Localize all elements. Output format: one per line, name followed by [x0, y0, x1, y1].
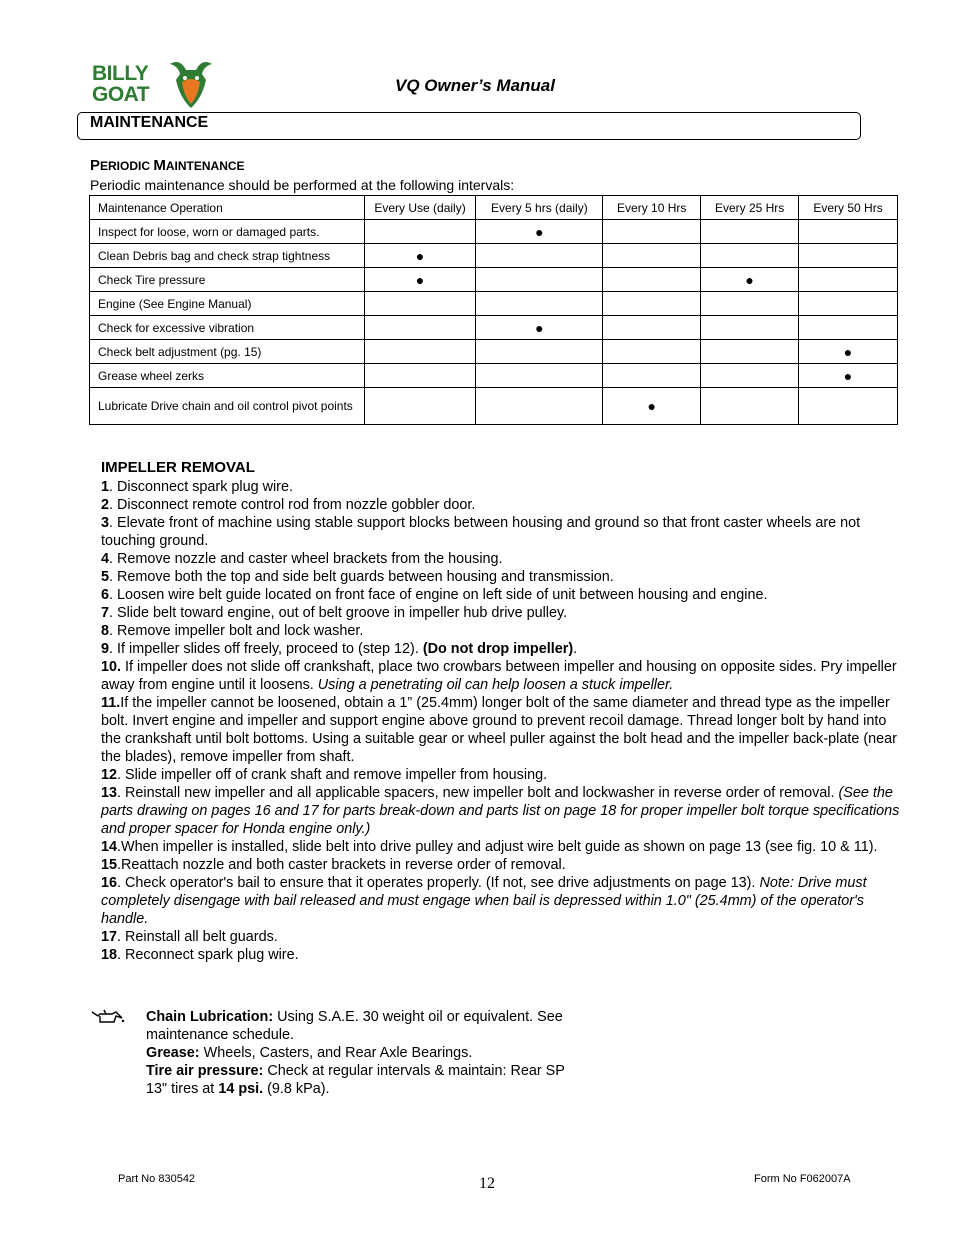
- interval-cell: [603, 244, 701, 268]
- table-row: [90, 316, 898, 340]
- step-item: 9. If impeller slides off freely, proceed to (step 12). (Do not drop impeller).: [101, 641, 578, 657]
- col-header-every-10hrs: Every 10 Hrs: [603, 196, 701, 220]
- step-item: 12. Slide impeller off of crank shaft and remove impeller from housing.: [101, 767, 548, 783]
- step-item: 18. Reconnect spark plug wire.: [101, 947, 299, 963]
- step-item: 14.When impeller is installed, slide belt into drive pulley and adjust wire belt guide as shown on page 13 (see fig. 10 & 11).: [101, 839, 878, 855]
- impeller-removal-heading: IMPELLER REMOVAL: [101, 459, 255, 476]
- interval-cell: [799, 220, 898, 244]
- operation-cell: Engine (See Engine Manual): [90, 292, 365, 316]
- step-item: 13. Reinstall new impeller and all applicable spacers, new impeller bolt and lockwasher in reverse order of removal. (See the parts drawing on pages 16 and 17 for parts break-down and parts list on page 18 for proper impeller bolt torque specifications and proper spacer for Honda engine only.): [101, 785, 900, 837]
- operation-cell: Check belt adjustment (pg. 15): [90, 340, 365, 364]
- interval-cell: [364, 388, 476, 425]
- interval-cell: ●: [701, 268, 799, 292]
- interval-cell: [476, 364, 603, 388]
- periodic-maintenance-heading: PERIODIC MAINTENANCE: [90, 157, 245, 174]
- interval-cell: [701, 220, 799, 244]
- interval-cell: [476, 292, 603, 316]
- operation-cell: Check Tire pressure: [90, 268, 365, 292]
- interval-cell: [603, 292, 701, 316]
- logo-line2: GOAT: [92, 83, 150, 106]
- interval-cell: ●: [799, 364, 898, 388]
- table-row: [90, 244, 898, 268]
- tire-pressure-note: Tire air pressure: Check at regular intervals & maintain: Rear SP 13" tires at 14 psi. (9.8 kPa).: [146, 1063, 565, 1097]
- periodic-intro: Periodic maintenance should be performed at the following intervals:: [90, 177, 515, 193]
- interval-cell: [364, 364, 476, 388]
- form-number: Form No F062007A: [754, 1173, 851, 1185]
- interval-cell: [603, 220, 701, 244]
- impeller-steps: [101, 478, 909, 964]
- col-header-operation: Maintenance Operation: [90, 196, 365, 220]
- step-item: 6. Loosen wire belt guide located on front face of engine on left side of unit between housing and engine.: [101, 587, 768, 603]
- section-title: MAINTENANCE: [90, 114, 209, 131]
- interval-cell: [799, 268, 898, 292]
- goat-head-icon: [166, 58, 216, 110]
- interval-cell: [701, 292, 799, 316]
- table-row: [90, 340, 898, 364]
- interval-cell: [364, 220, 476, 244]
- interval-cell: [701, 244, 799, 268]
- interval-cell: ●: [603, 388, 701, 425]
- interval-cell: [476, 388, 603, 425]
- interval-cell: [364, 340, 476, 364]
- billy-goat-logo: [92, 58, 220, 112]
- table-row: [90, 364, 898, 388]
- interval-cell: [799, 244, 898, 268]
- interval-cell: [603, 316, 701, 340]
- page-number: 12: [479, 1175, 495, 1192]
- maintenance-schedule-table: [89, 195, 898, 425]
- interval-cell: [364, 316, 476, 340]
- interval-cell: [799, 292, 898, 316]
- interval-cell: [701, 316, 799, 340]
- part-number: Part No 830542: [118, 1173, 196, 1185]
- chain-lubrication-note: Chain Lubrication: Using S.A.E. 30 weight oil or equivalent. See maintenance schedule.: [146, 1009, 563, 1043]
- operation-cell: Check for excessive vibration: [90, 316, 365, 340]
- step-item: 16. Check operator's bail to ensure that it operates properly. (If not, see drive adjustments on page 13). Note: Drive must completely disengage with bail released and must engage when bail is depressed within 1.0" (25.4mm) of the operator's handle.: [101, 875, 867, 927]
- interval-cell: [603, 268, 701, 292]
- operation-cell: Inspect for loose, worn or damaged parts.: [90, 220, 365, 244]
- manual-title: VQ Owner’s Manual: [395, 76, 555, 95]
- interval-cell: [799, 388, 898, 425]
- step-item: 17. Reinstall all belt guards.: [101, 929, 278, 945]
- interval-cell: [476, 340, 603, 364]
- interval-cell: [603, 340, 701, 364]
- step-item: 3. Elevate front of machine using stable support blocks between housing and ground so that front caster wheels are not touching ground.: [101, 515, 861, 549]
- step-item: 5. Remove both the top and side belt guards between housing and transmission.: [101, 569, 614, 585]
- step-item: 15.Reattach nozzle and both caster brackets in reverse order of removal.: [101, 857, 566, 873]
- interval-cell: ●: [476, 220, 603, 244]
- col-header-every-5hrs: Every 5 hrs (daily): [476, 196, 603, 220]
- section-title-bar: [77, 112, 861, 140]
- step-item: 10. If impeller does not slide off crankshaft, place two crowbars between impeller and housing on opposite sides. Pry impeller away from engine until it loosens. Using a penetrating oil can help loosen a stuck impeller.: [101, 659, 897, 693]
- interval-cell: [476, 244, 603, 268]
- col-header-every-use: Every Use (daily): [364, 196, 476, 220]
- interval-cell: [701, 340, 799, 364]
- interval-cell: [701, 364, 799, 388]
- col-header-every-50hrs: Every 50 Hrs: [799, 196, 898, 220]
- operation-cell: Clean Debris bag and check strap tightness: [90, 244, 365, 268]
- step-item: 7. Slide belt toward engine, out of belt groove in impeller hub drive pulley.: [101, 605, 568, 621]
- interval-cell: [603, 364, 701, 388]
- table-row: [90, 268, 898, 292]
- table-header-row: [90, 196, 898, 220]
- interval-cell: [476, 268, 603, 292]
- table-row: [90, 388, 898, 425]
- step-item: 4. Remove nozzle and caster wheel brackets from the housing.: [101, 551, 503, 567]
- step-item: 2. Disconnect remote control rod from nozzle gobbler door.: [101, 497, 476, 513]
- grease-note: Grease: Wheels, Casters, and Rear Axle Bearings.: [146, 1045, 473, 1061]
- table-row: [90, 292, 898, 316]
- interval-cell: ●: [799, 340, 898, 364]
- operation-cell: Lubricate Drive chain and oil control pivot points: [90, 388, 365, 425]
- step-item: 1. Disconnect spark plug wire.: [101, 479, 293, 495]
- interval-cell: [701, 388, 799, 425]
- step-item: 8. Remove impeller bolt and lock washer.: [101, 623, 364, 639]
- interval-cell: ●: [476, 316, 603, 340]
- col-header-every-25hrs: Every 25 Hrs: [701, 196, 799, 220]
- interval-cell: [799, 316, 898, 340]
- lubrication-notes: [146, 1008, 566, 1098]
- operation-cell: Grease wheel zerks: [90, 364, 365, 388]
- table-row: [90, 220, 898, 244]
- interval-cell: [364, 292, 476, 316]
- interval-cell: ●: [364, 268, 476, 292]
- logo-line1: BILLY: [92, 62, 149, 85]
- oil-can-icon: [90, 1008, 126, 1024]
- interval-cell: ●: [364, 244, 476, 268]
- step-item: 11.If the impeller cannot be loosened, obtain a 1” (25.4mm) longer bolt of the same diameter and thread type as the impeller bolt. Invert engine and impeller and support engine above ground to prevent recoil damage. Thread longer bolt by hand into the crankshaft until bolt bottoms. Using a suitable gear or wheel puller against the bolt head and the impeller back-plate (near the blades), remove impeller from shaft.: [101, 695, 897, 765]
